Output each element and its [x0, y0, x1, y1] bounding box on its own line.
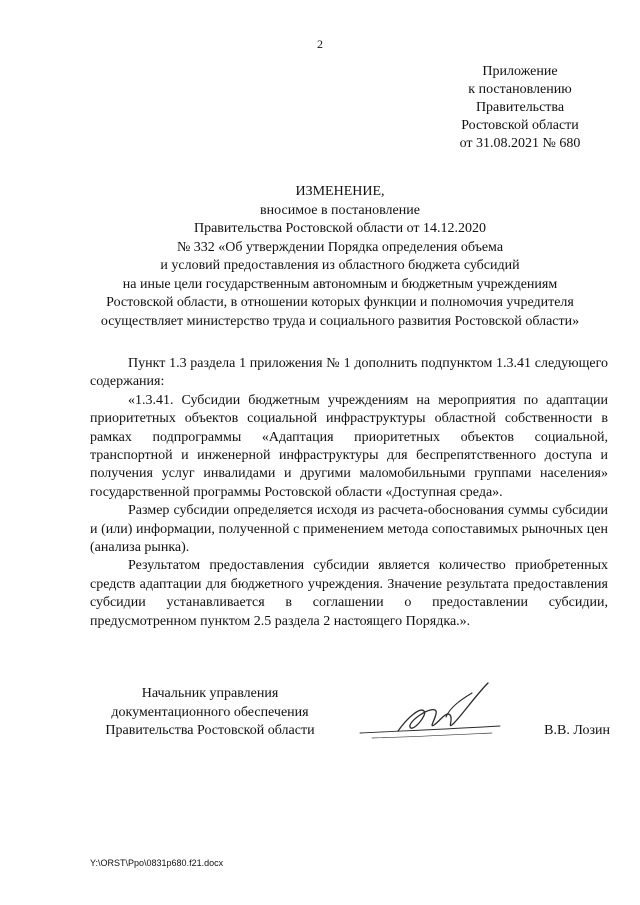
title-line: Ростовской области, в отношении которых функции и полномочия учредителя: [106, 295, 574, 310]
title-line: на иные цели государственным автономным и бюджетным учреждениям: [122, 276, 558, 292]
signature-block: [90, 685, 610, 765]
signatory-title-line: документационного обеспечения: [111, 704, 309, 720]
body-paragraph: Пункт 1.3 раздела 1 приложения № 1 дополнить подпунктом 1.3.41 следующего содержания:: [90, 356, 608, 390]
appendix-line: к постановлению: [468, 82, 572, 97]
signatory-name: В.В. Лозин: [544, 723, 610, 738]
body-paragraph: «1.3.41. Субсидии бюджетным учреждениям на мероприятия по адаптации приоритетных объектов социальной инфраструктуры областной собственности в рамках подпрограммы «Адаптация приоритетных объектов социальной, транспортной и инженерной инфраструктуры для беспрепятственного доступа и получения услуг инвалидами и другими маломобильными группами населения» государственной программы Ростовской области «Доступная среда».: [90, 392, 608, 500]
body-paragraph: Результатом предоставления субсидии является количество приобретенных средств адаптации для бюджетного учреждения. Значение результата предоставления субсидии устанавливается в соглашении о предоставлении субсидии, предусмотренном пунктом 2.5 раздела 2 настоящего Порядка.».: [90, 558, 608, 629]
appendix-line: Ростовской области: [461, 118, 579, 133]
title-line: вносимое в постановление: [260, 202, 420, 218]
title-line: осуществляет министерство труда и социального развития Ростовской области»: [100, 313, 580, 329]
appendix-line: Приложение: [482, 64, 558, 79]
body-paragraph: Размер субсидии определяется исходя из расчета-обоснования суммы субсидии и (или) информации, полученной с применением метода сопоставимых рыночных цен (анализа рынка).: [90, 503, 608, 556]
title-line: № 332 «Об утверждении Порядка определения объема: [176, 239, 504, 255]
signatory-title-line: Начальник управления: [141, 686, 279, 701]
document-body: [90, 355, 608, 631]
document-title: [60, 183, 620, 331]
title-line: и условий предоставления из областного бюджета субсидий: [160, 258, 520, 273]
file-path: Y:\ORST\Ppo\0831p680.f21.docx: [90, 858, 224, 868]
appendix-line: Правительства: [475, 100, 565, 115]
appendix-line: от 31.08.2021 № 680: [459, 136, 581, 151]
signatory-title-line: Правительства Ростовской области: [105, 723, 315, 738]
title-line: Правительства Ростовской области от 14.12.2020: [193, 221, 487, 236]
handwritten-signature: [350, 677, 510, 747]
signatory-title: [90, 685, 330, 741]
title-line: ИЗМЕНЕНИЕ,: [295, 184, 385, 199]
appendix-block: [430, 63, 610, 153]
page-number: 2: [317, 37, 323, 51]
